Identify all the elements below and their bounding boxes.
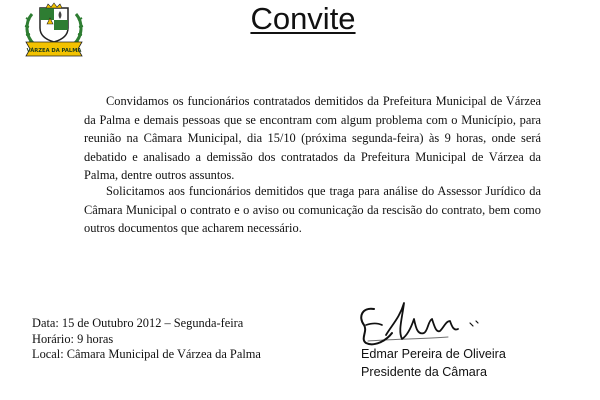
invitation-paragraph-1: Convidamos os funcionários contratados demitidos da Prefeitura Municipal de Várzea da Palma e demais pessoas que se encontram com algum problema com o Município, para reunião na Câmara Municipal, dia 15/10 (próxima segunda-feira) às 9 horas, onde será debatido e analisado a demissão dos contratados da Prefeitura Municipal de Várzea da Palma, dentre outros assuntos.: [84, 94, 541, 183]
event-details: [32, 316, 261, 363]
signer-role: Presidente da Câmara: [361, 364, 488, 379]
invitation-title: Convite: [250, 1, 356, 36]
signer-name: Edmar Pereira de Oliveira: [361, 347, 506, 361]
logo-ribbon-text: VÁRZEA DA PALMA: [26, 48, 82, 54]
municipal-coat-of-arms-logo: [22, 2, 86, 60]
signer-block: [361, 346, 506, 381]
event-location: Local: Câmara Municipal de Várzea da Palma: [32, 347, 261, 361]
event-time: Horário: 9 horas: [32, 331, 114, 346]
handwritten-signature: [352, 295, 502, 347]
event-date: Data: 15 de Outubro 2012 – Segunda-feira: [32, 316, 244, 330]
invitation-paragraph-2: Solicitamos aos funcionários demitidos que traga para análise do Assessor Jurídico da Câmara Municipal o contrato e o aviso ou comunicação da rescisão do contrato, bem como outros documentos que acharem necessário.: [84, 184, 541, 236]
